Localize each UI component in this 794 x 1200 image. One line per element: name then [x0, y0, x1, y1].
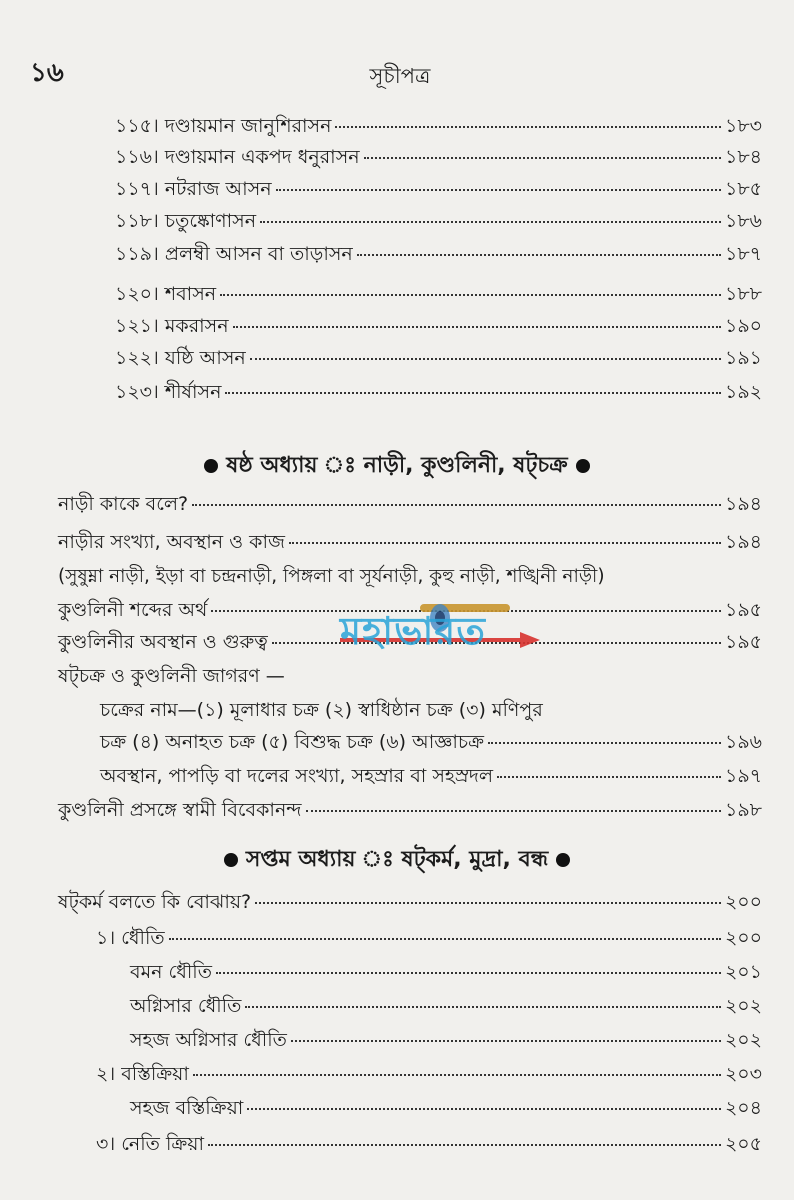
- toc-entry-title: অগ্নিসার ধৌতি: [130, 995, 242, 1017]
- toc-entry-title: বমন ধৌতি: [130, 961, 212, 983]
- dot-leader: [335, 126, 721, 128]
- bullet-icon: [556, 853, 570, 867]
- dot-leader: [306, 810, 721, 812]
- toc-entry[interactable]: [100, 762, 762, 792]
- chapter-heading-text: ষষ্ঠ অধ্যায় ঃ নাড়ী, কুণ্ডলিনী, ষট্‌চক্র: [226, 453, 568, 478]
- bullet-icon: [576, 459, 590, 473]
- chapter-heading: [0, 842, 794, 879]
- page-number: ১৬: [30, 58, 64, 88]
- toc-entry[interactable]: [100, 728, 762, 758]
- toc-entry[interactable]: [130, 1026, 762, 1056]
- dot-leader: [276, 189, 721, 191]
- toc-entry-title: ১১৮। চতুষ্কোণাসন: [115, 210, 257, 232]
- toc-entry[interactable]: [130, 958, 762, 988]
- toc-entry-page: ১৮৪: [725, 146, 762, 168]
- toc-entry[interactable]: [115, 112, 762, 142]
- toc-entry[interactable]: [130, 1094, 762, 1124]
- dot-leader: [233, 326, 721, 328]
- toc-entry-page: ২০২: [724, 995, 762, 1017]
- dot-leader: [289, 542, 721, 544]
- dot-leader: [357, 254, 721, 256]
- toc-entry-page: ২০১: [724, 961, 762, 983]
- dot-leader: [247, 1108, 721, 1110]
- toc-entry-page: ১৯৬: [724, 731, 762, 753]
- dot-leader: [193, 1074, 721, 1076]
- toc-entry-title: নাড়ী কাকে বলে?: [58, 493, 189, 515]
- toc-entry-title: ১২৩। শীর্ষাসন: [115, 381, 222, 403]
- dot-leader: [245, 1006, 721, 1008]
- running-head: সূচীপত্র: [369, 64, 431, 88]
- toc-entry[interactable]: [115, 312, 762, 342]
- toc-entry-page: ১৮৫: [725, 178, 762, 200]
- dot-leader: [216, 972, 721, 974]
- dot-leader: [208, 1144, 721, 1146]
- toc-entry-page: ২০৪: [724, 1097, 762, 1119]
- dot-leader: [250, 358, 721, 360]
- toc-entry-page: ১৯৪: [725, 493, 762, 515]
- toc-entry-title: ১১৭। নটরাজ আসন: [115, 178, 272, 200]
- toc-entry-page: ১৮৮: [725, 283, 762, 305]
- toc-entry[interactable]: [96, 1060, 762, 1090]
- toc-entry-page: ১৮৬: [724, 210, 762, 232]
- dot-leader: [169, 938, 721, 940]
- toc-entry-title: কুণ্ডলিনী শব্দের অর্থ: [58, 599, 208, 621]
- toc-entry-page: ১৯৮: [725, 799, 762, 821]
- toc-entry-page: ১৯৫: [725, 631, 762, 653]
- toc-entry-page: ২০৫: [724, 1133, 762, 1155]
- toc-entry-title: ১২১। মকরাসন: [115, 315, 229, 337]
- toc-entry-page: ২০৩: [724, 1063, 762, 1085]
- toc-entry-title: সহজ অগ্নিসার ধৌতি: [130, 1029, 287, 1051]
- toc-entry[interactable]: [58, 490, 762, 520]
- toc-entry-page: ১৮৩: [724, 115, 762, 137]
- dot-leader: [255, 902, 721, 904]
- toc-entry[interactable]: [58, 796, 762, 826]
- toc-entry-title: ১১৫। দণ্ডায়মান জানুশিরাসন: [115, 115, 332, 137]
- toc-entry[interactable]: [58, 888, 762, 918]
- toc-entry-page: ১৯০: [724, 315, 762, 337]
- dot-leader: [260, 221, 721, 223]
- toc-subheading: ষট্‌চক্র ও কুণ্ডলিনী জাগরণ —: [58, 665, 285, 687]
- toc-entry[interactable]: [115, 207, 762, 237]
- toc-entry[interactable]: [96, 924, 762, 954]
- toc-entry[interactable]: [130, 992, 762, 1022]
- toc-entry-title: ১। ধৌতি: [96, 927, 165, 949]
- toc-entry-title: কুণ্ডলিনীর অবস্থান ও গুরুত্ব: [58, 631, 268, 653]
- toc-subtext: (সুষুম্না নাড়ী, ইড়া বা চন্দ্রনাড়ী, পিঙ্গলা বা সূর্যনাড়ী, কুহু নাড়ী, শঙ্খিনী নাড়ী): [58, 566, 605, 587]
- toc-entry-title: সহজ বস্তিক্রিয়া: [130, 1097, 244, 1119]
- toc-entry-title: ১২০। শবাসন: [115, 283, 217, 305]
- dot-leader: [220, 294, 721, 296]
- toc-entry-title: কুণ্ডলিনী প্রসঙ্গে স্বামী বিবেকানন্দ: [58, 799, 302, 821]
- watermark-text: মহাভারত: [340, 609, 486, 653]
- toc-entry[interactable]: [115, 280, 762, 310]
- dot-leader: [192, 504, 721, 506]
- toc-entry-page: ১৯৭: [724, 765, 762, 787]
- toc-entry-page: ১৯১: [725, 347, 762, 369]
- dot-leader: [497, 776, 721, 778]
- toc-entry[interactable]: [115, 175, 762, 205]
- toc-entry-title: অবস্থান, পাপড়ি বা দলের সংখ্যা, সহস্রার বা সহস্রদল: [100, 765, 494, 787]
- dot-leader: [225, 392, 721, 394]
- dot-leader: [291, 1040, 721, 1042]
- toc-entry-page: ২০২: [724, 1029, 762, 1051]
- toc-entry-page: ২০০: [724, 927, 762, 949]
- toc-entry[interactable]: [115, 143, 762, 173]
- toc-entry-title: চক্র (৪) অনাহত চক্র (৫) বিশুদ্ধ চক্র (৬) আজ্ঞাচক্র: [100, 731, 485, 753]
- toc-entry-page: ১৯৪: [725, 531, 762, 553]
- toc-entry-title: ১১৯। প্রলম্বী আসন বা তাড়াসন: [115, 243, 353, 265]
- toc-entry-title: ২। বস্তিক্রিয়া: [96, 1063, 189, 1085]
- dot-leader: [364, 157, 721, 159]
- toc-entry-page: ১৮৭: [724, 243, 762, 265]
- toc-subtext: চক্রের নাম—(১) মূলাধার চক্র (২) স্বাধিষ্ঠান চক্র (৩) মণিপুর: [100, 699, 543, 721]
- toc-entry-title: নাড়ীর সংখ্যা, অবস্থান ও কাজ: [58, 531, 285, 553]
- toc-entry-page: ১৯৫: [725, 599, 762, 621]
- bullet-icon: [204, 459, 218, 473]
- toc-entry-title: ষট্‌কর্ম বলতে কি বোঝায়?: [58, 891, 252, 913]
- chapter-heading-text: সপ্তম অধ্যায় ঃ ষট্‌কর্ম, মুদ্রা, বন্ধ: [245, 847, 549, 872]
- toc-entry-title: ১২২। যষ্ঠি আসন: [115, 347, 246, 369]
- toc-entry[interactable]: [115, 378, 762, 408]
- toc-entry-title: ৩। নেতি ক্রিয়া: [96, 1133, 204, 1155]
- toc-entry[interactable]: [115, 240, 762, 270]
- toc-entry-page: ১৯২: [724, 381, 762, 403]
- toc-entry[interactable]: [58, 528, 762, 558]
- bullet-icon: [224, 853, 238, 867]
- toc-entry-page: ২০০: [724, 891, 762, 913]
- toc-entry-title: ১১৬। দণ্ডায়মান একপদ ধনুরাসন: [115, 146, 360, 168]
- toc-entry[interactable]: [96, 1130, 762, 1160]
- chapter-heading: [0, 448, 794, 485]
- toc-entry[interactable]: [115, 344, 762, 374]
- dot-leader: [488, 742, 721, 744]
